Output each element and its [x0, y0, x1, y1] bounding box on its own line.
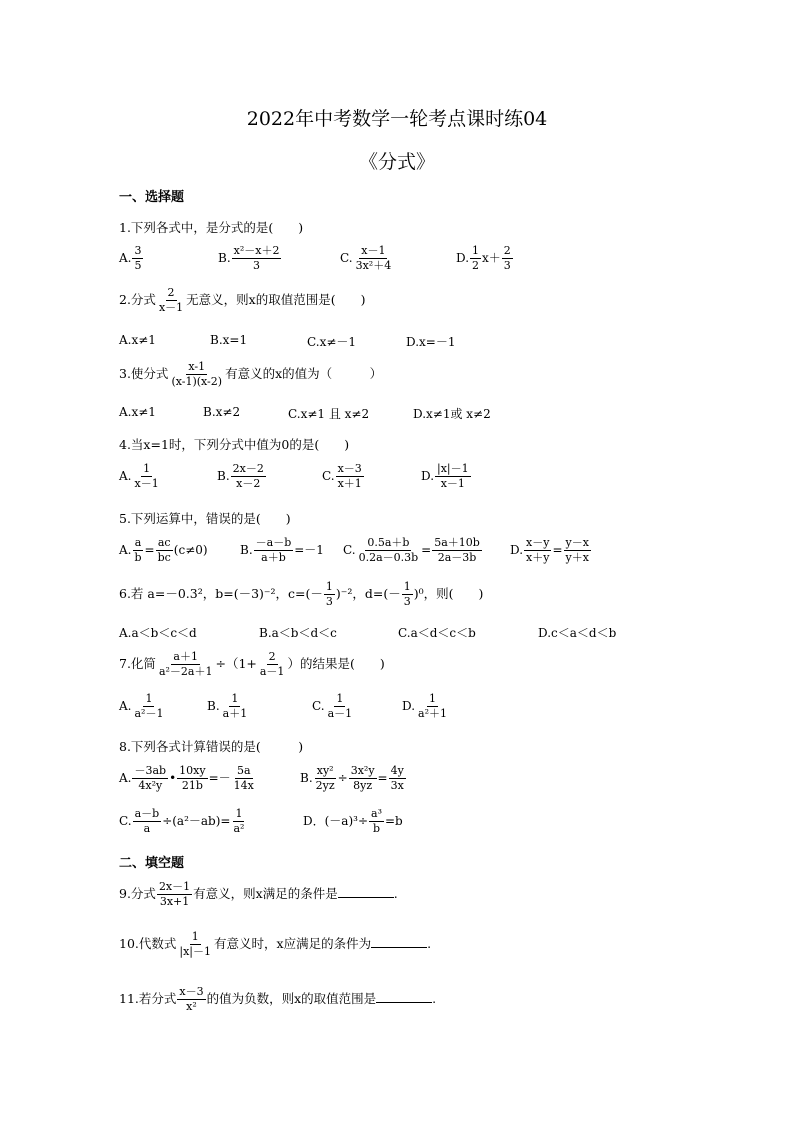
answer-blank — [371, 937, 427, 948]
q2-option-b: B.x=1 — [210, 333, 248, 347]
question-11-stem: 11.若分式 $\frac{x-3}{\text{x²}}$ 的值为负数，则x的取值范围是 . — [119, 985, 437, 1013]
q1-option-d: D. $\frac{1}{2}$ x＋ $\frac{2}{3}$ — [456, 244, 511, 272]
q6-option-d: D.c＜a＜d＜b — [538, 626, 617, 640]
q5-option-c: C. $\frac{0.5a+b}{0.2a-0.3b}$ = $\frac{5a+10b}{2a-3b}$ — [343, 536, 480, 564]
question-1-stem: 1.下列各式中，是分式的是( ) — [119, 220, 304, 235]
question-10-stem: 10.代数式 $\frac{1}{|x|-1}$ 有意义时，x应满足的条件为 . — [119, 930, 432, 958]
q1-option-c: C. $\frac{x-1}{\text{3x²＋4}}$ — [340, 244, 392, 272]
question-4-stem: 4.当x=1时，下列分式中值为0的是( ) — [119, 437, 350, 452]
question-5-stem: 5.下列运算中，错误的是( ) — [119, 511, 291, 526]
question-6-stem: 6.若 a=－0.3²，b=(－3)⁻²，c=(－ $\frac{1}{3}$ )⁻²，d=(－ $\frac{1}{3}$ )⁰，则( ) — [119, 580, 484, 608]
q1-option-a: A. $\frac{3}{5}$ — [119, 244, 142, 272]
question-2-stem: 2.分式 $\frac{2}{x-1}$ 无意义，则x的取值范围是( ) — [119, 286, 366, 314]
q7-option-d: D. $\frac{1}{\text{a²＋1}}$ — [402, 692, 447, 720]
q3-option-b: B.x≠2 — [203, 405, 241, 419]
page-title: 2022年中考数学一轮考点课时练04 — [246, 108, 548, 130]
q8-option-b: B. $\frac{\text{xy²}}{2yz}$ ÷ $\frac{\text{3x²y}}{8yz}$ = $\frac{4y}{3x}$ — [300, 764, 404, 792]
question-8-stem: 8.下列各式计算错误的是( ) — [119, 739, 304, 754]
q6-option-a: A.a＜b＜c＜d — [119, 626, 197, 640]
q5-option-b: B. $\frac{-a-b}{a+b}$ =－1 — [240, 536, 324, 564]
q4-option-d: D. $\frac{|x|-1}{x-1}$ — [421, 462, 469, 490]
q7-option-c: C. $\frac{1}{a-1}$ — [312, 692, 353, 720]
q2-option-c: C.x≠－1 — [307, 335, 357, 349]
answer-blank — [338, 887, 394, 898]
q4-option-a: A. $\frac{1}{x-1}$ — [119, 462, 159, 490]
q8-option-d: D．(－a)³÷ $\frac{\text{a³}}{b}$ =b — [303, 807, 403, 835]
page-subtitle: 《分式》 — [358, 151, 435, 173]
section-heading-choice: 一、选择题 — [119, 190, 185, 205]
q2-option-a: A.x≠1 — [119, 333, 156, 347]
q5-option-d: D. $\frac{x-y}{x+y}$ = $\frac{y-x}{y+x}$ — [510, 536, 589, 564]
q3-option-d: D.x≠1或 x≠2 — [413, 407, 491, 421]
q7-option-b: B. $\frac{1}{a+1}$ — [207, 692, 248, 720]
q4-option-b: B. $\frac{2x-2}{x-2}$ — [217, 462, 264, 490]
section-heading-fill: 二、填空题 — [119, 856, 185, 871]
q8-option-c: C. $\frac{a-b}{a}$ ÷(a²－ab)= $\frac{1}{\text{a²}}$ — [119, 807, 245, 835]
question-7-stem: 7.化简 $\frac{a+1}{\text{a²－2a＋1}}$ ÷（1+ $\frac{2}{a-1}$ ）的结果是( ) — [119, 650, 385, 678]
q3-option-a: A.x≠1 — [119, 405, 156, 419]
q2-option-d: D.x=－1 — [406, 335, 456, 349]
q6-option-b: B.a＜b＜d＜c — [259, 626, 337, 640]
q8-option-a: A. $\frac{-3ab}{\text{4x²y}}$ • $\frac{10xy}{21b}$ =－ $\frac{5a}{14x}$ — [119, 764, 254, 792]
q3-option-c: C.x≠1 且 x≠2 — [288, 407, 370, 421]
q1-option-b: B. $\frac{\text{x²－x＋2}}{3}$ — [218, 244, 280, 272]
q5-option-a: A. $\frac{a}{b}$ = $\frac{ac}{bc}$ (c≠0) — [119, 536, 208, 564]
q4-option-c: C. $\frac{x-3}{x+1}$ — [322, 462, 362, 490]
q6-option-c: C.a＜d＜c＜b — [398, 626, 476, 640]
question-9-stem: 9.分式 $\frac{2x-1}{3x+1}$ 有意义，则x满足的条件是 . — [119, 880, 398, 908]
answer-blank — [376, 992, 432, 1003]
q7-option-a: A. $\frac{1}{\text{a²－1}}$ — [119, 692, 164, 720]
question-3-stem: 3.使分式 $\frac{x-1}{(x-1)(x-2)}$ 有意义的x的值为（ ） — [119, 360, 383, 388]
